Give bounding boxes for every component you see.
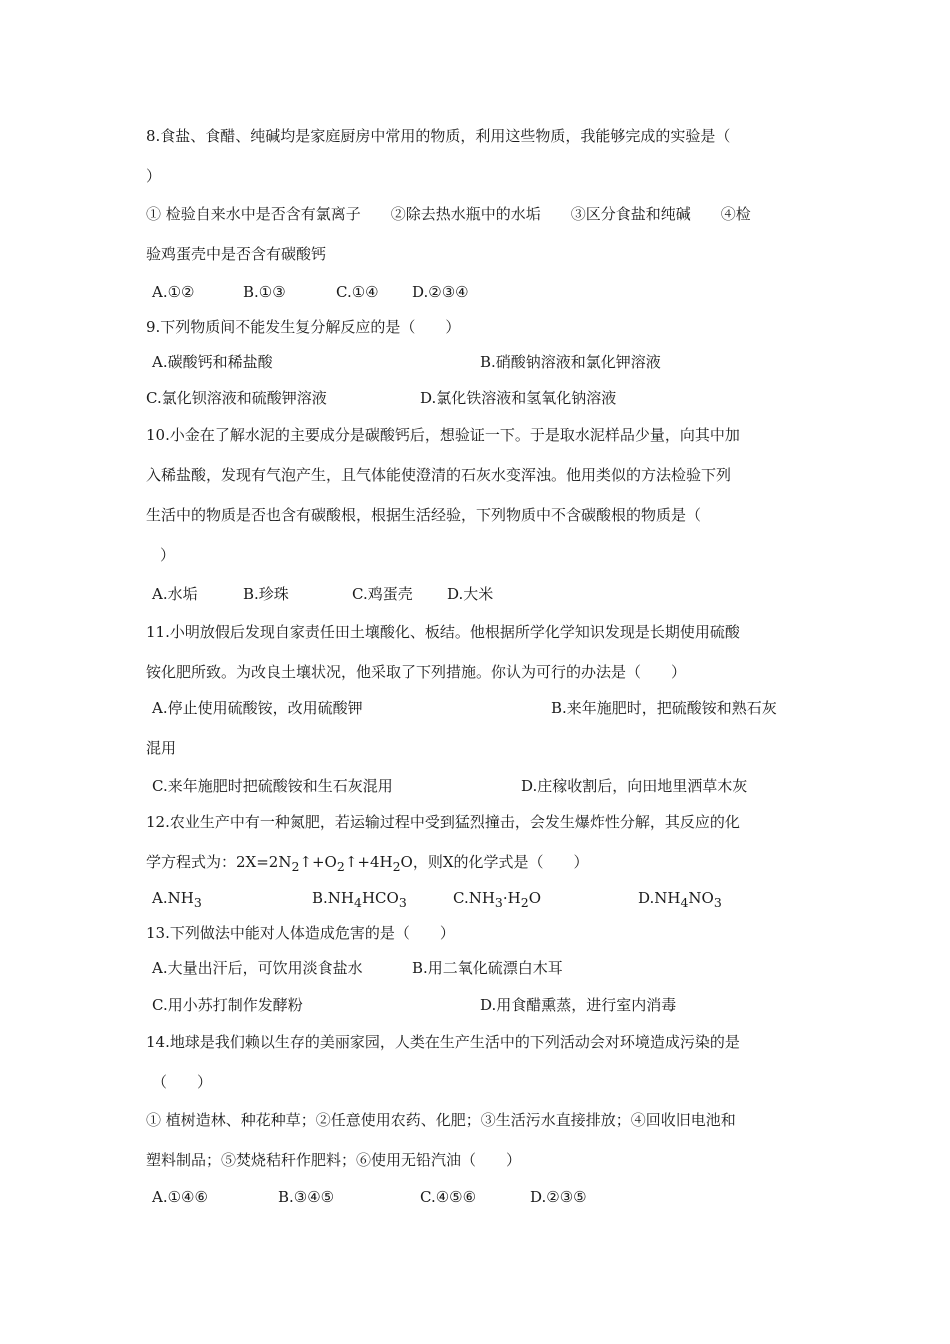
q11-option-a: A.停止使用硫酸铵，改用硫酸钾 (152, 699, 363, 717)
q14-items-line2: 塑料制品；⑤焚烧秸秆作肥料；⑥使用无铅汽油（ ） (146, 1151, 522, 1169)
q14-option-d: D.②③⑤ (530, 1188, 587, 1206)
q9-option-b: B.硝酸钠溶液和氯化钾溶液 (480, 353, 661, 371)
q14-stem-line1: 14.地球是我们赖以生存的美丽家园，人类在生产生活中的下列活动会对环境造成污染的是 (146, 1033, 740, 1051)
q11-option-d: D.庄稼收割后，向田地里洒草木灰 (521, 777, 748, 795)
q14-option-b: B.③④⑤ (278, 1188, 335, 1206)
q11-option-b: B.来年施肥时，把硫酸铵和熟石灰 (551, 699, 777, 717)
q12-option-d: $D.NH_4NO_3$ (638, 889, 722, 910)
q13-option-d: D.用食醋熏蒸，进行室内消毒 (480, 996, 677, 1014)
q10-stem-line3: 生活中的物质是否也含有碳酸根，根据生活经验，下列物质中不含碳酸根的物质是（ (146, 506, 702, 524)
q12-stem-line2 (146, 852, 589, 877)
q11-stem-line1: 11.小明放假后发现自家责任田土壤酸化、板结。他根据所学化学知识发现是长期使用硫酸 (146, 623, 740, 641)
q9-stem: 9.下列物质间不能发生复分解反应的是（ ） (146, 318, 461, 336)
q12-equation-text: 学方程式为：2X=2N (146, 853, 292, 871)
q9-option-c: C.氯化钡溶液和硫酸钾溶液 (146, 389, 327, 407)
q8-option-c: C.①④ (336, 283, 379, 301)
q10-option-b: B.珍珠 (243, 585, 289, 603)
q14-option-c: C.④⑤⑥ (420, 1188, 477, 1206)
q13-stem: 13.下列做法中能对人体造成危害的是（ ） (146, 924, 455, 942)
q8-option-b: B.①③ (243, 283, 286, 301)
q13-option-b: B.用二氧化硫漂白木耳 (412, 959, 563, 977)
q14-option-a: A.①④⑥ (152, 1188, 208, 1206)
q12-subscript: 2 (336, 859, 345, 874)
q11-option-c: C.来年施肥时把硫酸铵和生石灰混用 (152, 777, 393, 795)
q14-items-line1: ① 植树造林、种花种草；②任意使用农药、化肥；③生活污水直接排放；④回收旧电池和 (146, 1111, 736, 1129)
q8-stem-line2: ） (146, 167, 162, 185)
q12-subscript: 2 (291, 859, 300, 874)
q12-equation-text: ↑+O (299, 853, 337, 871)
q8-option-d: D.②③④ (412, 283, 469, 301)
q10-stem-line1: 10.小金在了解水泥的主要成分是碳酸钙后，想验证一下。于是取水泥样品少量，向其中加 (146, 426, 740, 444)
q8-option-a: A.①② (152, 283, 195, 301)
q12-stem-line1: 12.农业生产中有一种氮肥，若运输过程中受到猛烈撞击，会发生爆炸性分解，其反应的化 (146, 813, 740, 831)
q12-option-c: $C.NH_3\cdot H_2O$ (453, 889, 541, 910)
q10-option-c: C.鸡蛋壳 (352, 585, 413, 603)
q14-stem-line2: （ ） (152, 1073, 213, 1091)
q10-stem-line4: ） (160, 546, 176, 564)
q12-equation-text: O，则X的化学式是（ ） (400, 853, 589, 871)
q12-option-b: $B.NH_4HCO_3$ (312, 889, 407, 910)
q8-stem-line1: 8.食盐、食醋、纯碱均是家庭厨房中常用的物质，利用这些物质，我能够完成的实验是（ (146, 127, 731, 145)
q9-option-d: D.氯化铁溶液和氢氧化钠溶液 (420, 389, 617, 407)
q12-option-a: $A.NH_3$ (152, 889, 202, 910)
q11-stem-line2: 铵化肥所致。为改良土壤状况，他采取了下列措施。你认为可行的办法是（ ） (146, 663, 687, 681)
q8-items-line1: ① 检验自来水中是否含有氯离子 ②除去热水瓶中的水垢 ③区分食盐和纯碱 ④检 (146, 205, 751, 223)
q13-option-c: C.用小苏打制作发酵粉 (152, 996, 303, 1014)
q13-option-a: A.大量出汗后，可饮用淡食盐水 (152, 959, 363, 977)
q10-stem-line2: 入稀盐酸，发现有气泡产生，且气体能使澄清的石灰水变浑浊。他用类似的方法检验下列 (146, 466, 732, 484)
q10-option-a: A.水垢 (152, 585, 198, 603)
q9-option-a: A.碳酸钙和稀盐酸 (152, 353, 273, 371)
q8-items-line2: 验鸡蛋壳中是否含有碳酸钙 (146, 245, 327, 263)
q10-option-d: D.大米 (447, 585, 494, 603)
q12-equation-text: ↑+4H (344, 853, 393, 871)
q11-option-b-continued: 混用 (146, 739, 177, 757)
q12-subscript: 2 (392, 859, 401, 874)
